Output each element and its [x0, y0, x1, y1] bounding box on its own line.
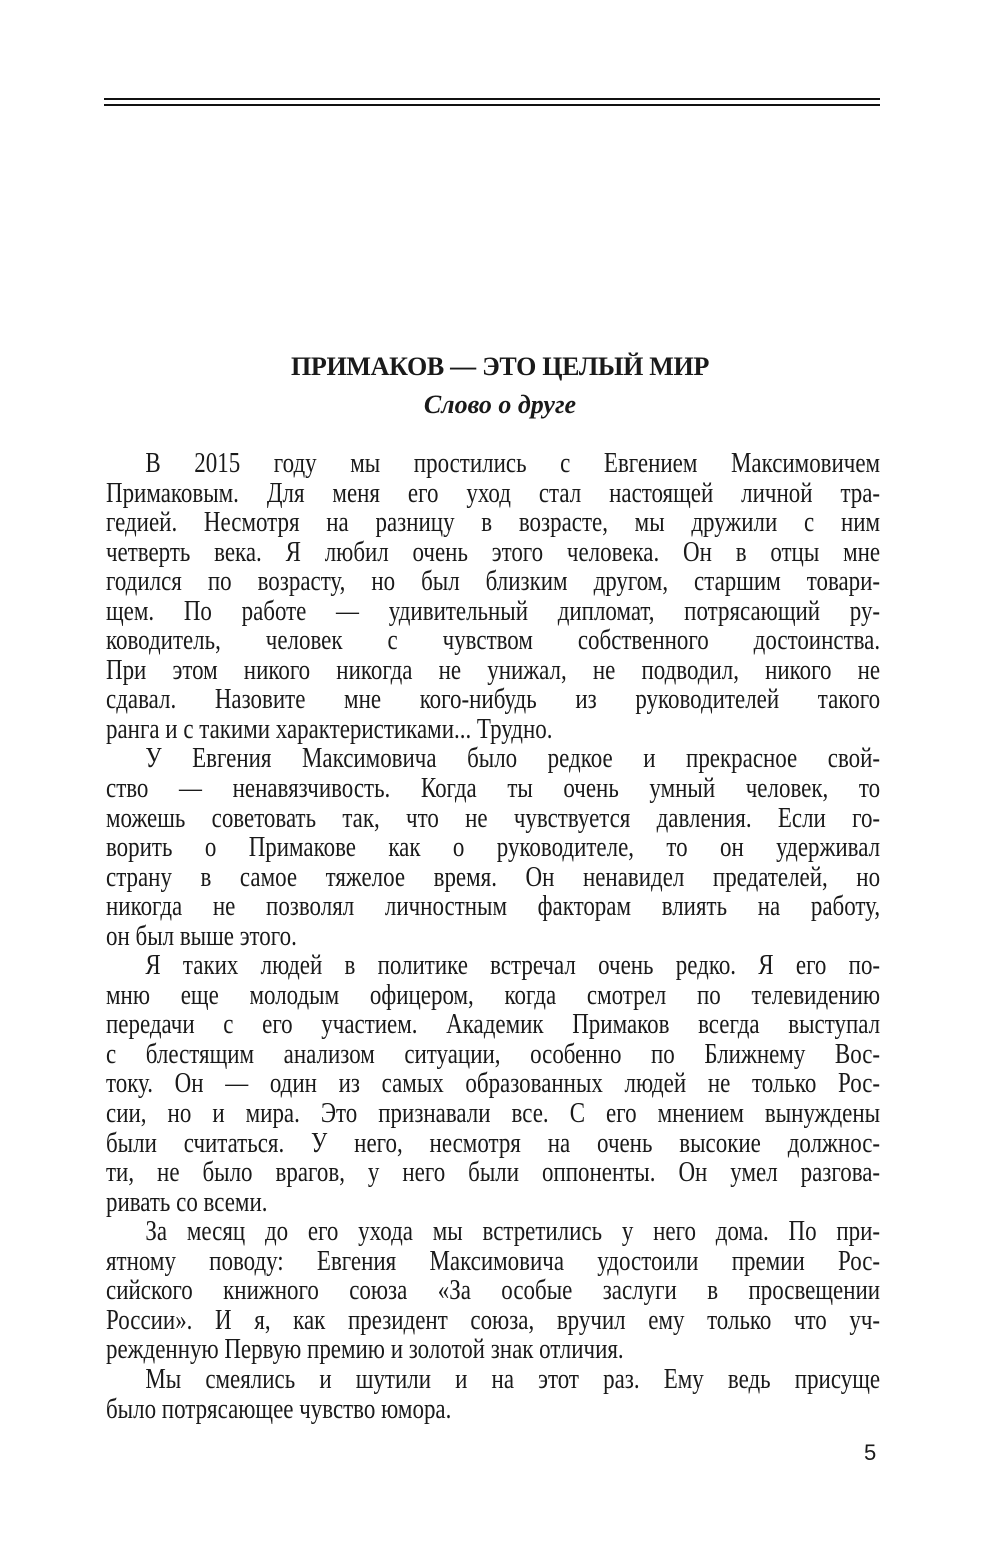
text-line: ранга и с такими характеристиками... Трудно. [106, 713, 553, 745]
text-line: были считаться. У него, несмотря на очень высокие должнос- [106, 1127, 881, 1159]
text-line: ривать со всеми. [106, 1186, 268, 1218]
text-line: четверть века. Я любил очень этого человека. Он в отцы мне [106, 536, 881, 568]
text-line: было потрясающее чувство юмора. [106, 1393, 452, 1425]
text-line: ство — ненавязчивость. Когда ты очень умный человек, то [106, 773, 881, 805]
text-line: сии, но и мира. Это признавали все. С его мнением вынуждены [106, 1098, 881, 1130]
header-rule-bottom [104, 104, 880, 106]
text-line: страну в самое тяжелое время. Он ненавидел предателей, но [106, 861, 881, 893]
text-line: никогда не позволял личностным факторам влиять на работу, [106, 891, 881, 923]
header-rule-top [104, 98, 880, 100]
body-text [106, 449, 880, 1424]
text-line: передачи с его участием. Академик Примаков всегда выступал [106, 1009, 881, 1041]
text-line: гедией. Несмотря на разницу в возрасте, мы дружили с ним [106, 507, 881, 539]
text-line: режденную Первую премию и золотой знак отличия. [106, 1334, 624, 1366]
text-line: сийского книжного союза «За особые заслуги в просвещении [106, 1275, 881, 1307]
text-line: За месяц до его ухода мы встретились у него дома. По при- [145, 1216, 881, 1248]
text-line: России». И я, как президент союза, вручил ему только что уч- [106, 1304, 881, 1336]
text-line: с блестящим анализом ситуации, особенно по Ближнему Вос- [106, 1038, 881, 1070]
text-line: ководитель, человек с чувством собственного достоинства. [106, 625, 881, 657]
page-number: 5 [864, 1440, 877, 1465]
text-line: годился по возрасту, но был близким другом, старшим товари- [106, 566, 881, 598]
text-line: току. Он — один из самых образованных людей не только Рос- [106, 1068, 881, 1100]
text-line: он был выше этого. [106, 920, 297, 952]
text-line: щем. По работе — удивительный дипломат, потрясающий ру- [106, 595, 881, 627]
text-line: Примаковым. Для меня его уход стал настоящей личной тра- [106, 477, 881, 509]
text-line: ти, не было врагов, у него были оппоненты. Он умел разгова- [106, 1157, 881, 1189]
text-line: Мы смеялись и шутили и на этот раз. Ему ведь присуще [145, 1363, 881, 1395]
text-line: можешь советовать так, что не чувствуется давления. Если го- [106, 802, 881, 834]
text-line: При этом никого никогда не унижал, не подводил, никого не [106, 654, 881, 686]
text-line: В 2015 году мы простились с Евгением Максимовичем [145, 448, 881, 479]
text-line: сдавал. Назовите мне кого-нибудь из руководителей такого [106, 684, 881, 716]
chapter-subtitle: Слово о друге [423, 390, 577, 419]
text-line: мню еще молодым офицером, когда смотрел по телевидению [106, 979, 881, 1011]
text-line: Я таких людей в политике встречал очень редко. Я его по- [145, 950, 881, 982]
text-line: ятному поводу: Евгения Максимовича удостоили премии Рос- [106, 1245, 881, 1277]
chapter-title: ПРИМАКОВ — ЭТО ЦЕЛЫЙ МИР [290, 352, 710, 381]
text-line: У Евгения Максимовича было редкое и прекрасное свой- [145, 743, 881, 775]
text-line: ворить о Примакове как о руководителе, то он удерживал [106, 832, 881, 864]
